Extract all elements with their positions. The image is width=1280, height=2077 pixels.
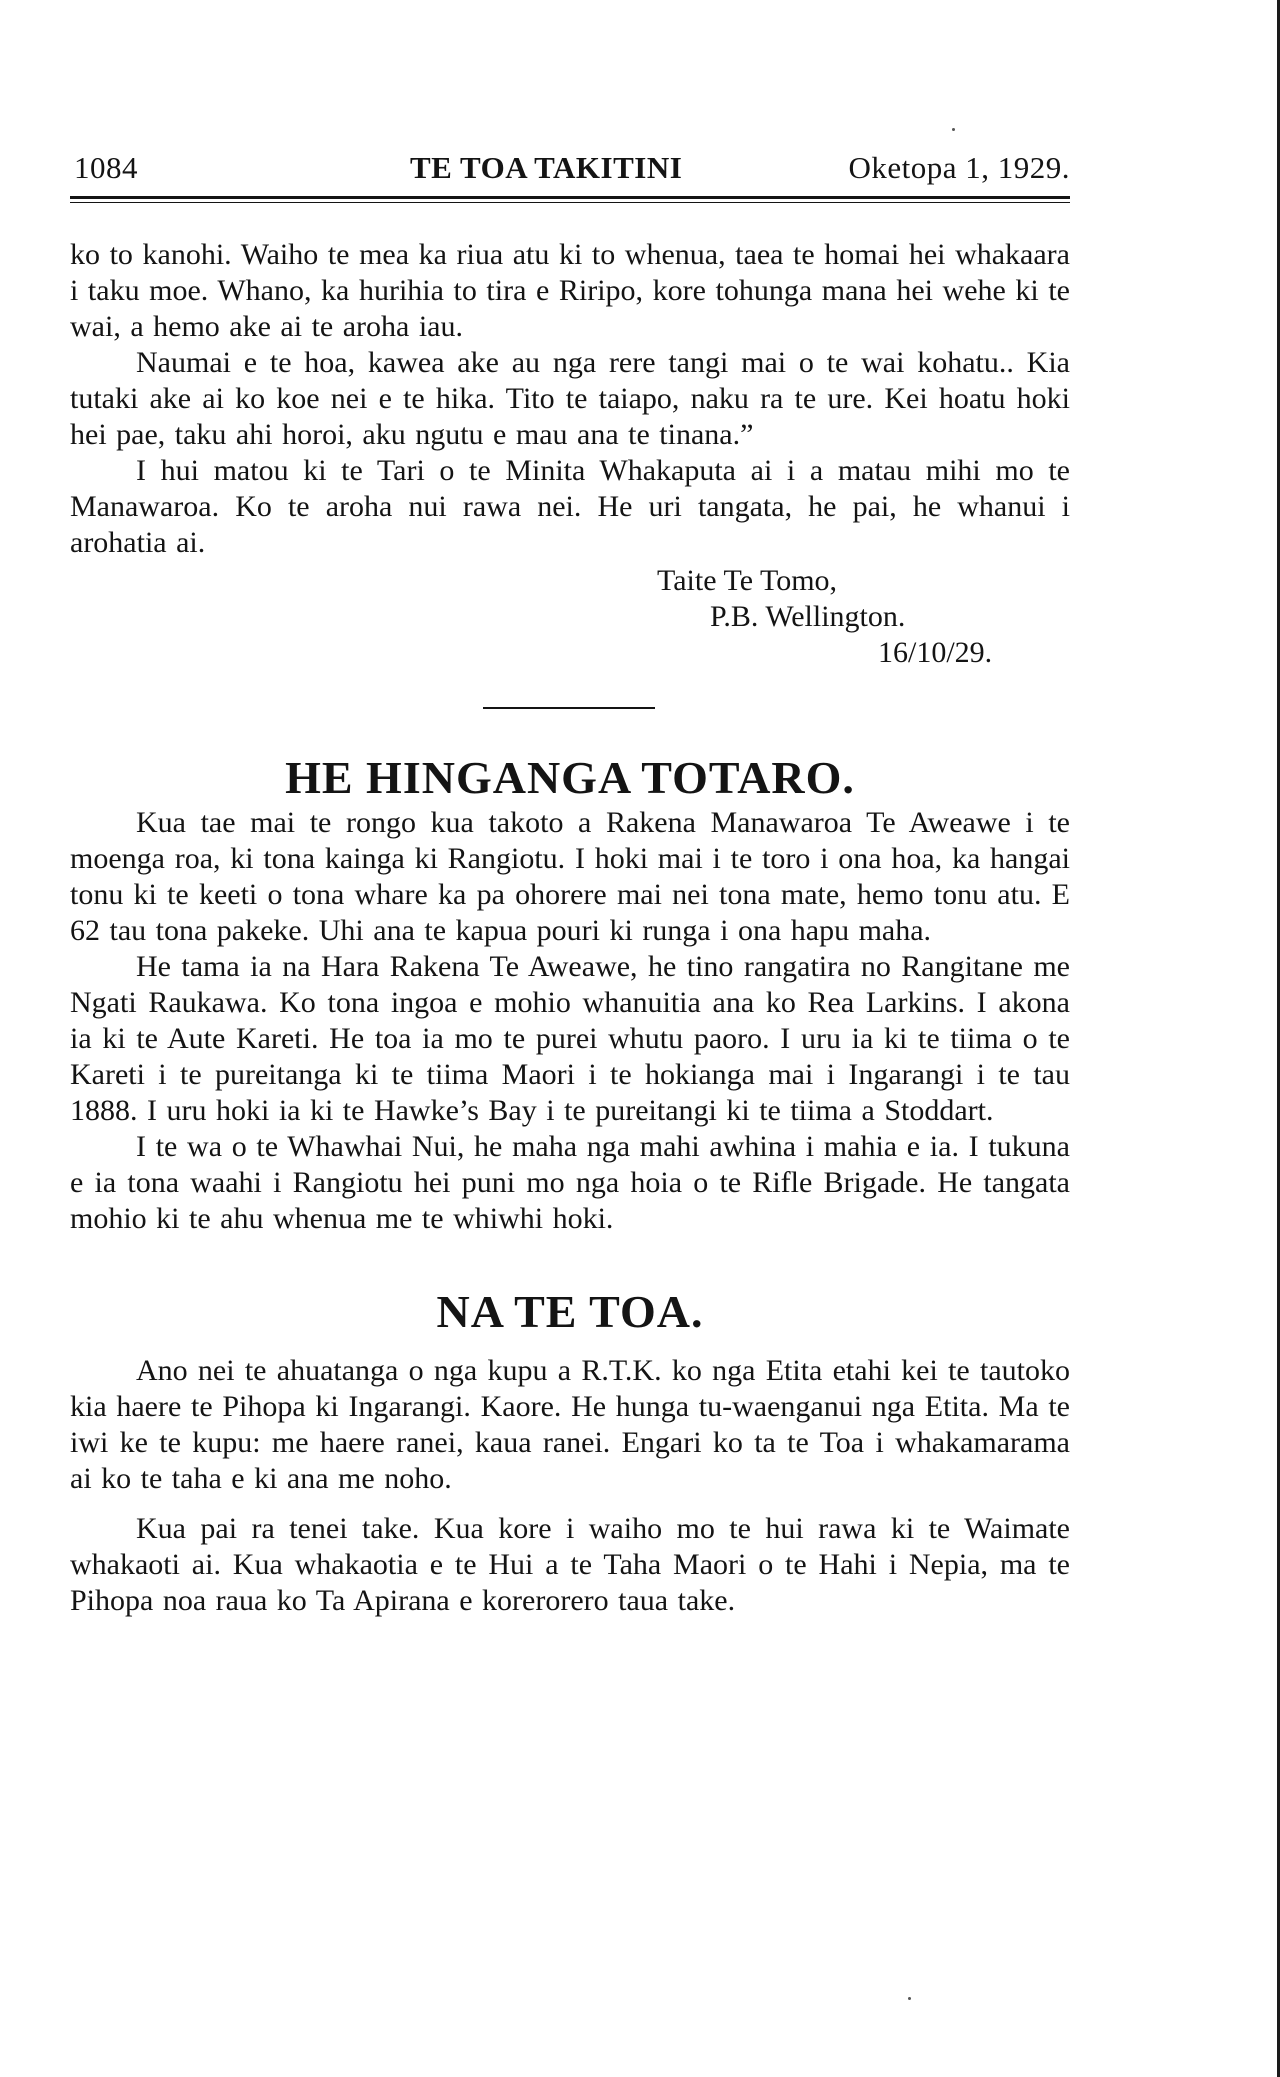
signature-name: Taite Te Tomo, bbox=[657, 564, 838, 597]
document-page bbox=[70, 150, 1070, 1619]
section-divider bbox=[483, 707, 655, 709]
section-heading: NA TE TOA. bbox=[436, 1286, 704, 1337]
header-rule bbox=[70, 196, 1070, 203]
obituary-article bbox=[70, 805, 1070, 1237]
letter-continuation bbox=[70, 237, 1070, 671]
article-paragraph: Kua tae mai te rongo kua takoto a Rakena Manawaroa Te Aweawe i te moenga roa, ki tona kainga ki Rangiotu. I hoki mai i te toro i ona hoa, ka hangai tonu ki te keeti o tona whare ka pa ohorere mai nei tona mate, hemo tonu atu. E 62 tau tona pakeke. Uhi ana te kapua pouri ki runga i ona hapu maha. bbox=[70, 806, 1070, 947]
letter-paragraph: I hui matou ki te Tari o te Minita Whakaputa ai i a matau mihi mo te Manawaroa. Ko te aroha nui rawa nei. He uri tangata, he pai, he whanui i arohatia ai. bbox=[70, 454, 1070, 559]
article-paragraph: I te wa o te Whawhai Nui, he maha nga mahi awhina i mahia e ia. I tukuna e ia tona waahi i Rangiotu hei puni mo nga hoia o te Rifle Brigade. He tangata mohio ki te ahu whenua me te whiwhi hoki. bbox=[70, 1130, 1070, 1235]
letter-paragraph: ko to kanohi. Waiho te mea ka riua atu ki to whenua, taea te homai hei whakaara i taku moe. Whano, ka hurihia to tira e Riripo, kore tohunga mana hei wehe ki te wai, a hemo ake ai te aroha iau. bbox=[70, 238, 1070, 343]
signature-block bbox=[70, 563, 1070, 671]
signature-date: 16/10/29. bbox=[878, 636, 993, 669]
page-number: 1084 bbox=[74, 150, 138, 185]
speck bbox=[908, 1997, 911, 2000]
signature-address: P.B. Wellington. bbox=[710, 600, 906, 633]
letter-paragraph: Naumai e te hoa, kawea ake au nga rere tangi mai o te wai kohatu.. Kia tutaki ake ai ko koe nei e te hika. Tito te taiapo, naku ra te ure. Kei hoatu hoki hei pae, taku ahi horoi, aku ngutu e mau ana te tinana.” bbox=[70, 346, 1070, 451]
article-paragraph: Kua pai ra tenei take. Kua kore i waiho mo te hui rawa ki te Waimate whakaoti ai. Kua whakaotia e te Hui a te Taha Maori o te Hahi i Nepia, ma te Pihopa noa raua ko Ta Apirana e korerorero taua take. bbox=[70, 1512, 1070, 1617]
running-header bbox=[70, 150, 1070, 194]
section-heading: HE HINGANGA TOTARO. bbox=[285, 752, 855, 803]
article-paragraph: Ano nei te ahuatanga o nga kupu a R.T.K. ko nga Etita etahi kei te tautoko kia haere te Pihopa ki Ingarangi. Kaore. He hunga tu-waenganui nga Etita. Ma te iwi ke te kupu: me haere ranei, kaua ranei. Engari ko ta te Toa i whakamarama ai ko te taha e ki ana me noho. bbox=[70, 1354, 1070, 1495]
issue-date: Oketopa 1, 1929. bbox=[848, 150, 1070, 185]
editorial-article bbox=[70, 1353, 1070, 1619]
article-paragraph: He tama ia na Hara Rakena Te Aweawe, he tino rangatira no Rangitane me Ngati Raukawa. Ko tona ingoa e mohio whanuitia ana ko Rea Larkins. I akona ia ki te Aute Kareti. He toa ia mo te purei whutu paoro. I uru ia ki te tiima o te Kareti i te pureitanga ki te tiima Maori i te hokianga mai i Ingarangi i te tau 1888. I uru hoki ia ki te Hawke’s Bay i te pureitangi ki te tiima a Stoddart. bbox=[70, 950, 1070, 1127]
speck bbox=[952, 128, 955, 131]
publication-title: TE TOA TAKITINI bbox=[410, 150, 683, 185]
